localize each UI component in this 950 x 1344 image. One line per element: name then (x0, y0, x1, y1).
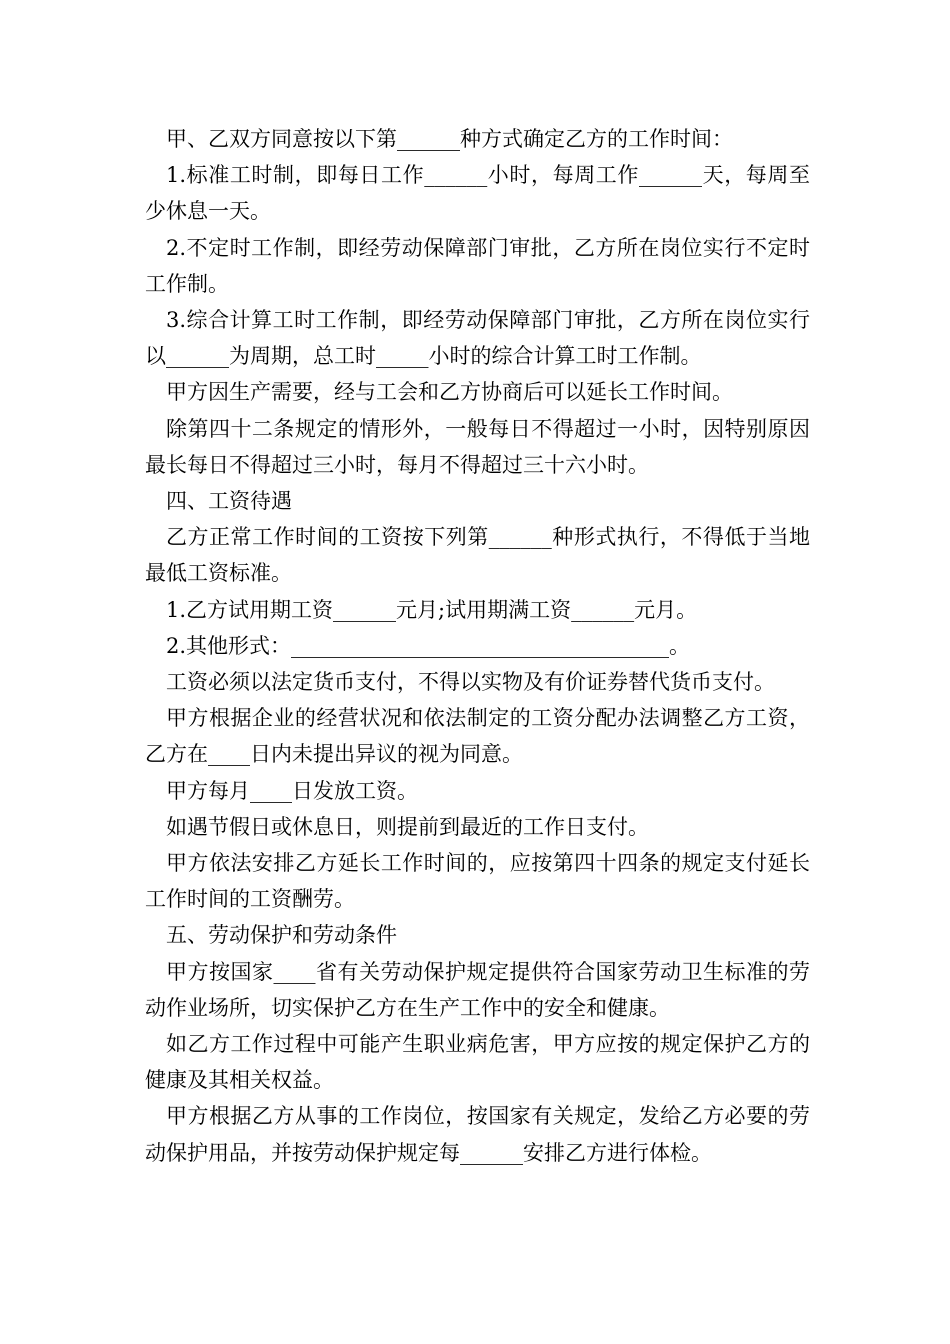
paragraph-other-form: 2.其他形式：____________________________________。 (166, 633, 691, 658)
paragraph-standard-hours: 1.标准工时制，即每日工作______小时，每周工作______天，每周至少休息一天。 (145, 163, 810, 224)
paragraph-comprehensive-hours: 3.综合计算工时工作制，即经劳动保障部门审批，乙方所在岗位实行以______为周期，总工时_____小时的综合计算工时工作制。 (145, 308, 810, 369)
paragraph-pay-day: 甲方每月____日发放工资。 (166, 778, 418, 803)
paragraph-protective-equipment: 甲方根据乙方从事的工作岗位，按国家有关规定，发给乙方必要的劳动保护用品，并按劳动保护规定每______安排乙方进行体检。 (145, 1104, 810, 1165)
paragraph-overtime-limits: 除第四十二条规定的情形外，一般每日不得超过一小时，因特别原因最长每日不得超过三小时，每月不得超过三十六小时。 (145, 416, 810, 477)
paragraph-overtime-pay: 甲方依法安排乙方延长工作时间的，应按第四十四条的规定支付延长工作时间的工资酬劳。 (145, 851, 810, 912)
document-body (145, 121, 810, 1171)
paragraph-legal-currency: 工资必须以法定货币支付，不得以实物及有价证券替代货币支付。 (166, 670, 775, 695)
paragraph-overtime-extension: 甲方因生产需要，经与工会和乙方协商后可以延长工作时间。 (166, 380, 733, 405)
paragraph-wage-adjustment: 甲方根据企业的经营状况和依法制定的工资分配办法调整乙方工资，乙方在____日内未提出异议的视为同意。 (145, 706, 810, 767)
paragraph-workplace-safety: 甲方按国家____省有关劳动保护规定提供符合国家劳动卫生标准的劳动作业场所，切实保护乙方在生产工作中的安全和健康。 (145, 959, 810, 1020)
paragraph-occupational-disease: 如乙方工作过程中可能产生职业病危害，甲方应按的规定保护乙方的健康及其相关权益。 (145, 1032, 810, 1093)
paragraph-wage-form: 乙方正常工作时间的工资按下列第______种形式执行，不得低于当地最低工资标准。 (145, 525, 810, 586)
paragraph-probation-wage: 1.乙方试用期工资______元月;试用期满工资______元月。 (166, 597, 698, 622)
paragraph-flexible-hours: 2.不定时工作制，即经劳动保障部门审批，乙方所在岗位实行不定时工作制。 (145, 235, 810, 296)
section-heading-wages: 四、工资待遇 (166, 489, 292, 514)
section-heading-labor-protection: 五、劳动保护和劳动条件 (166, 923, 397, 948)
paragraph-holiday-pay: 如遇节假日或休息日，则提前到最近的工作日支付。 (166, 814, 649, 839)
paragraph-work-hours-choice: 甲、乙双方同意按以下第______种方式确定乙方的工作时间： (166, 127, 733, 151)
